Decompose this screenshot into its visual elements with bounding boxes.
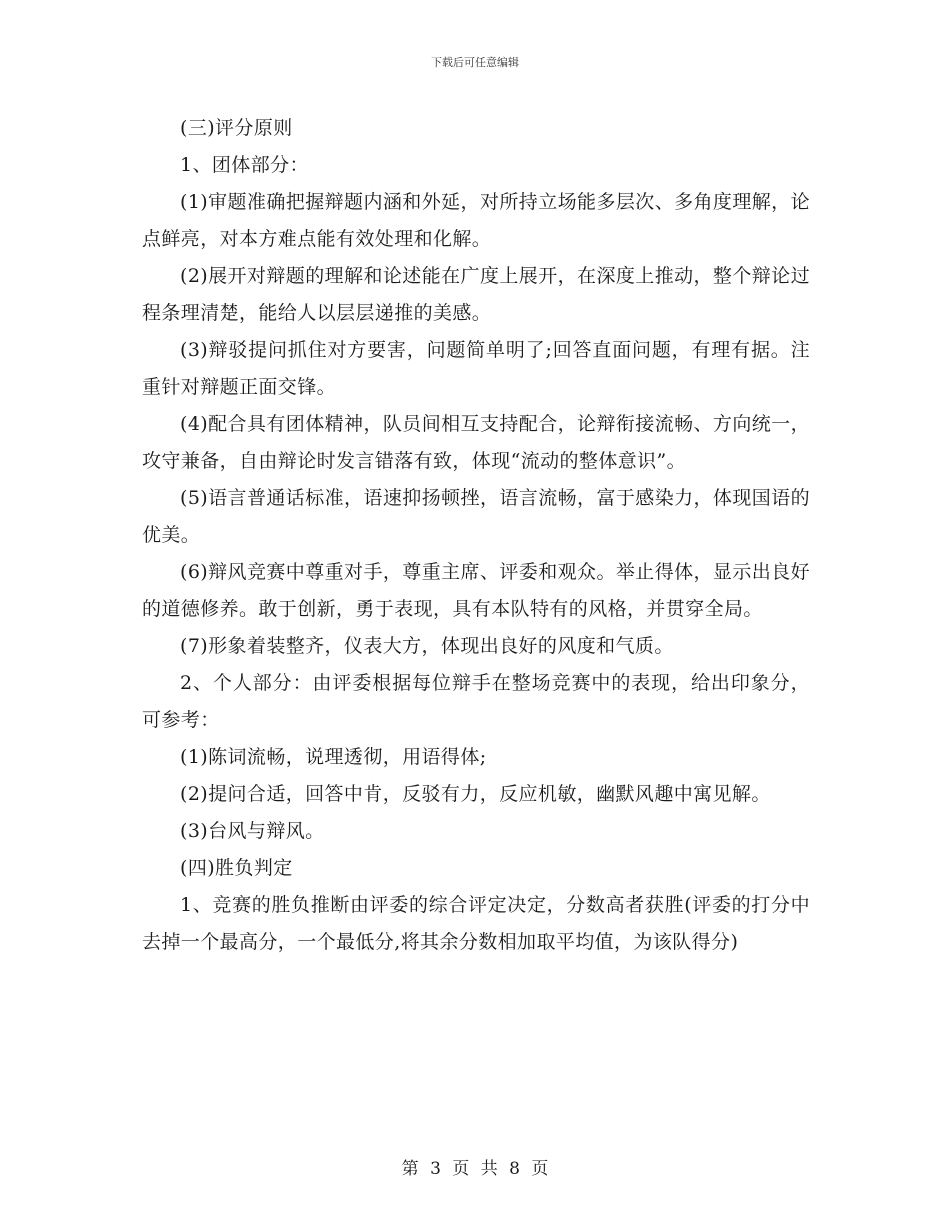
subheading-team-part: 1、团体部分： — [180, 154, 309, 176]
section-heading-result-judgment: (四)胜负判定 — [180, 857, 293, 879]
page-header: 下载后可任意编辑 — [431, 56, 519, 69]
criterion-paragraph: (4)配合具有团体精神，队员间相互支持配合，论辩衔接流畅、方向统一，攻守兼备，自由辩论时发言错落有致，体现“流动的整体意识”。 — [142, 413, 810, 472]
judgment-paragraph: 1、竞赛的胜负推断由评委的综合评定决定，分数高者获胜(评委的打分中去掉一个最高分，一个最低分,将其余分数相加取平均值，为该队得分) — [142, 894, 810, 953]
criterion-paragraph: (1)陈词流畅，说理透彻，用语得体; — [180, 746, 487, 768]
criterion-paragraph: (7)形象着装整齐，仪表大方，体现出良好的风度和气质。 — [180, 635, 674, 657]
criterion-paragraph: (3)台风与辩风。 — [180, 820, 325, 842]
subheading-individual-part: 2、个人部分：由评委根据每位辩手在整场竞赛中的表现，给出印象分，可参考： — [142, 672, 810, 731]
criterion-paragraph: (5)语言普通话标准，语速抑扬顿挫，语言流畅，富于感染力，体现国语的优美。 — [142, 487, 810, 546]
criterion-paragraph: (2)展开对辩题的理解和论述能在广度上展开，在深度上推动，整个辩论过程条理清楚，能给人以层层递推的美感。 — [142, 265, 810, 324]
section-heading-scoring-principles: (三)评分原则 — [180, 117, 293, 139]
page-footer-page-number: 第 3 页 共 8 页 — [401, 1159, 549, 1179]
criterion-paragraph: (2)提问合适，回答中肯，反驳有力，反应机敏，幽默风趣中寓见解。 — [180, 783, 771, 805]
document-body — [142, 110, 810, 961]
criterion-paragraph: (3)辩驳提问抓住对方要害，问题简单明了;回答直面问题，有理有据。注重针对辩题正面交锋。 — [142, 339, 810, 398]
criterion-paragraph: (1)审题准确把握辩题内涵和外延，对所持立场能多层次、多角度理解，论点鲜亮，对本方难点能有效处理和化解。 — [142, 191, 810, 250]
criterion-paragraph: (6)辩风竞赛中尊重对手，尊重主席、评委和观众。举止得体，显示出良好的道德修养。敢于创新，勇于表现，具有本队特有的风格，并贯穿全局。 — [142, 561, 810, 620]
